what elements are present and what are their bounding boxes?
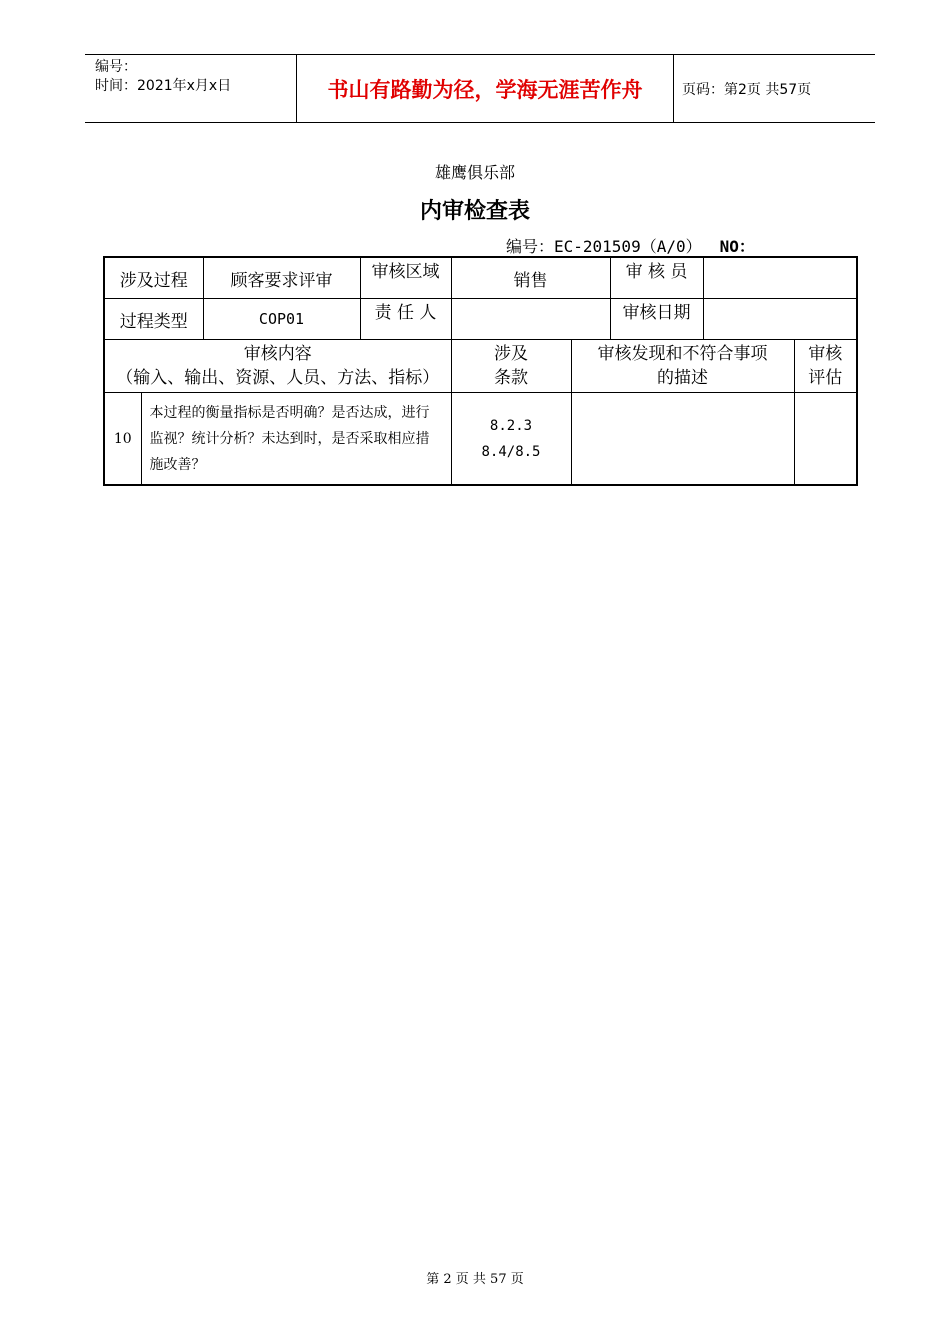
table-row [104, 299, 857, 340]
table-header-row [104, 340, 857, 393]
doc-no-label: NO： [719, 237, 755, 256]
auditor-label-cell [610, 257, 703, 299]
type-value: COP01 [203, 299, 360, 340]
area-value: 销售 [451, 257, 610, 299]
owner-label-cell [360, 299, 451, 340]
process-label: 涉及过程 [104, 257, 203, 299]
area-label-cell [360, 257, 451, 299]
clause-cell [451, 393, 571, 486]
doc-number-line [506, 234, 755, 257]
item-number: 10 [104, 393, 141, 486]
page-header [85, 54, 875, 123]
content-header [104, 340, 451, 393]
eval-header-line2: 评估 [808, 368, 843, 388]
motto: 书山有路勤为径，学海无涯苦作舟 [297, 55, 674, 123]
finding-header-line2: 的描述 [657, 368, 709, 388]
audit-date-label: 审核日期 [622, 303, 691, 323]
table-row [104, 257, 857, 299]
doc-number: 编号：EC-201509（A/0） [506, 237, 702, 256]
finding-cell [571, 393, 794, 486]
content-header-line1: 审核内容 [243, 344, 312, 364]
type-label: 过程类型 [104, 299, 203, 340]
area-label: 审核区域 [371, 262, 440, 282]
clause-line2: 8.4/8.5 [481, 443, 541, 460]
process-value: 顾客要求评审 [203, 257, 360, 299]
clause-header-line2: 条款 [494, 368, 528, 388]
header-left [85, 55, 297, 123]
page-indicator: 页码：第2页 共57页 [674, 55, 876, 123]
clause-header-line1: 涉及 [494, 344, 528, 364]
date-text: 时间：2021年x月x日 [95, 78, 232, 94]
eval-header-line1: 审核 [808, 344, 843, 364]
finding-header-line1: 审核发现和不符合事项 [597, 344, 768, 364]
auditor-label: 审 核 员 [625, 262, 688, 282]
auditor-value [703, 257, 857, 299]
audit-checklist-table [103, 256, 858, 486]
date-label-cell [610, 299, 703, 340]
owner-label: 责 任 人 [374, 303, 437, 323]
audit-date-value [703, 299, 857, 340]
clause-line1: 8.2.3 [489, 417, 533, 434]
finding-header [571, 340, 794, 393]
content-header-line2: （输入、输出、资源、人员、方法、指标） [116, 368, 440, 388]
clause-header [451, 340, 571, 393]
doc-title: 内审检查表 [419, 199, 530, 224]
page-footer: 第 2 页 共 57 页 [426, 1272, 524, 1287]
owner-value [451, 299, 610, 340]
audit-question: 本过程的衡量指标是否明确？是否达成，进行监视？统计分析？未达到时，是否采取相应措施改善？ [141, 393, 451, 486]
eval-header [794, 340, 857, 393]
table-row [104, 393, 857, 486]
evaluation-cell [794, 393, 857, 486]
code-label: 编号： [95, 59, 137, 75]
org-name: 雄鹰俱乐部 [434, 163, 515, 182]
